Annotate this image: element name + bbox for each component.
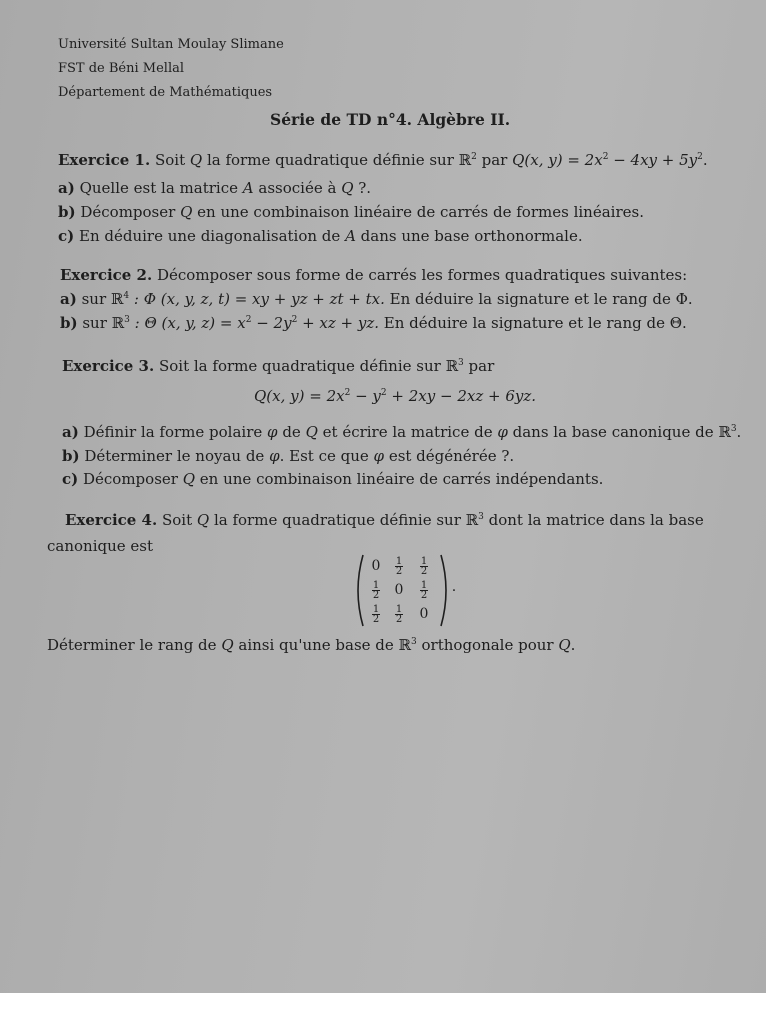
- exponent: 2: [697, 152, 703, 162]
- reals-symbol: ℝ: [465, 511, 479, 529]
- exponent: 2: [602, 152, 609, 162]
- text: Décomposer sous forme de carrés les formes quadratiques suivantes:: [152, 266, 688, 284]
- document-title: Série de TD n°4. Algèbre II.: [270, 110, 511, 129]
- text: et écrire la matrice de: [317, 423, 498, 441]
- exercise-3-question-b: [62, 447, 514, 465]
- math-var: φ: [373, 447, 385, 465]
- matrix-cell-0-1: $\frac{1}{2}$: [395, 556, 403, 577]
- exponent: 3: [411, 637, 417, 647]
- math-var: A: [242, 179, 254, 197]
- text: Définir la forme polaire: [78, 423, 268, 441]
- text: En déduire une diagonalisation de: [74, 227, 346, 245]
- text: la forme quadratique définie sur: [202, 151, 459, 169]
- item-label: b): [62, 447, 80, 465]
- item-label: a): [58, 179, 75, 197]
- formula: Q(x, y) = 2x: [512, 151, 603, 169]
- item-label: b): [60, 314, 78, 332]
- math-var: A: [345, 227, 356, 245]
- text: dans la base canonique de: [507, 423, 719, 441]
- exponent: 3: [124, 315, 130, 325]
- formula: : Φ (x, y, z, t) = xy + yz + zt + tx.: [129, 290, 385, 308]
- text: Décomposer: [75, 203, 181, 221]
- exercise-3-label: Exercice 3.: [62, 357, 155, 375]
- exercise-4-question: [47, 636, 575, 654]
- text: est dégénérée ?.: [384, 447, 515, 465]
- text: Quelle est la matrice: [74, 179, 243, 197]
- item-label: c): [58, 227, 75, 245]
- reals-symbol: ℝ: [110, 290, 124, 308]
- exponent: 2: [344, 388, 351, 398]
- university-name: Université Sultan Moulay Slimane: [58, 37, 284, 52]
- exponent: 3: [458, 358, 464, 368]
- math-var: Q: [196, 511, 210, 529]
- text: ?.: [353, 179, 372, 197]
- exercise-1-question-a: [58, 179, 371, 197]
- exercise-3-question-c: [62, 470, 603, 488]
- text: en une combinaison linéaire de carrés de formes linéaires.: [192, 203, 644, 221]
- text: sur: [77, 314, 112, 332]
- math-var: Q: [189, 151, 203, 169]
- math-var: φ: [497, 423, 508, 441]
- text: en une combinaison linéaire de carrés indépendants.: [195, 470, 604, 488]
- formula: Q(x, y) = 2x: [254, 387, 345, 405]
- reals-symbol: ℝ: [458, 151, 472, 169]
- math-var: Q: [558, 636, 571, 654]
- text: de: [277, 423, 306, 441]
- exercise-1-question-c: [58, 227, 583, 245]
- exercise-1-statement: [58, 151, 708, 169]
- text: par: [463, 357, 495, 375]
- text: .: [702, 151, 708, 169]
- text: Déterminer le rang de: [47, 636, 222, 654]
- text: la forme quadratique définie sur: [209, 511, 466, 529]
- math-var: Q: [341, 179, 354, 197]
- exponent: 2: [380, 388, 387, 398]
- exponent: 3: [478, 512, 484, 522]
- department-name: Département de Mathématiques: [58, 85, 273, 100]
- text: Décomposer: [78, 470, 183, 488]
- matrix-cell-1-0: $\frac{1}{2}$: [372, 580, 380, 601]
- faculty-name: FST de Béni Mellal: [58, 61, 185, 76]
- exponent: 2: [471, 152, 477, 162]
- math-var: Q: [180, 203, 193, 221]
- item-label: c): [62, 470, 79, 488]
- formula: − 4xy + 5y: [608, 151, 698, 169]
- text: sur: [76, 290, 111, 308]
- matrix-cell-2-2: 0: [419, 606, 429, 622]
- matrix: [352, 553, 462, 628]
- text: Soit la forme quadratique définie sur: [154, 357, 446, 375]
- text: Soit: [150, 151, 190, 169]
- exercise-2-statement: [60, 266, 687, 284]
- exercise-2-question-a: [60, 290, 693, 308]
- math-var: φ: [267, 423, 278, 441]
- text: par: [476, 151, 513, 169]
- exercise-4-statement: [65, 511, 704, 529]
- exponent: 2: [291, 315, 298, 325]
- exercise-3-statement: [62, 357, 494, 375]
- exercise-1-question-b: [58, 203, 644, 221]
- text: orthogonale pour: [416, 636, 559, 654]
- matrix-cell-1-1: 0: [394, 582, 404, 598]
- exercise-2-question-b: [60, 314, 687, 332]
- text: Déterminer le noyau de: [79, 447, 270, 465]
- exponent: 3: [730, 424, 737, 434]
- exponent: 4: [123, 291, 130, 301]
- matrix-cell-1-2: $\frac{1}{2}$: [420, 580, 428, 601]
- formula: + 2xy − 2xz + 6yz.: [386, 387, 537, 405]
- exponent: 2: [245, 315, 252, 325]
- text: En déduire la signature et le rang de Φ.: [384, 290, 693, 308]
- matrix-cell-2-1: $\frac{1}{2}$: [395, 604, 403, 625]
- text: .: [570, 636, 576, 654]
- reals-symbol: ℝ: [398, 636, 412, 654]
- text: .: [736, 423, 742, 441]
- exercise-3-formula: [254, 387, 536, 405]
- reals-symbol: ℝ: [718, 423, 731, 441]
- formula: − y: [350, 387, 381, 405]
- matrix-cell-2-0: $\frac{1}{2}$: [372, 604, 380, 625]
- reals-symbol: ℝ: [111, 314, 125, 332]
- text: ainsi qu'une base de: [233, 636, 399, 654]
- reals-symbol: ℝ: [445, 357, 459, 375]
- left-parenthesis: [352, 553, 366, 628]
- matrix-period: .: [451, 579, 457, 595]
- item-label: b): [58, 203, 76, 221]
- formula: : Θ (x, y, z) = x: [129, 314, 246, 332]
- math-var: Q: [221, 636, 234, 654]
- exercise-2-label: Exercice 2.: [60, 266, 153, 284]
- exercise-4-statement-continued: canonique est: [47, 537, 154, 555]
- text: Soit: [157, 511, 197, 529]
- exercise-3-question-a: [62, 423, 741, 441]
- math-var: φ: [269, 447, 280, 465]
- text: . Est ce que: [279, 447, 374, 465]
- formula: − 2y: [251, 314, 292, 332]
- text: dont la matrice dans la base: [483, 511, 704, 529]
- item-label: a): [60, 290, 77, 308]
- text: dans une base orthonormale.: [355, 227, 583, 245]
- math-var: Q: [182, 470, 196, 488]
- text: En déduire la signature et le rang de Θ.: [379, 314, 687, 332]
- item-label: a): [62, 423, 79, 441]
- exercise-1-label: Exercice 1.: [58, 151, 151, 169]
- exercise-4-label: Exercice 4.: [65, 511, 158, 529]
- formula: + xz + yz.: [297, 314, 380, 332]
- matrix-cell-0-0: 0: [371, 558, 381, 574]
- matrix-cell-0-2: $\frac{1}{2}$: [420, 556, 428, 577]
- text: associée à: [253, 179, 342, 197]
- math-var: Q: [305, 423, 318, 441]
